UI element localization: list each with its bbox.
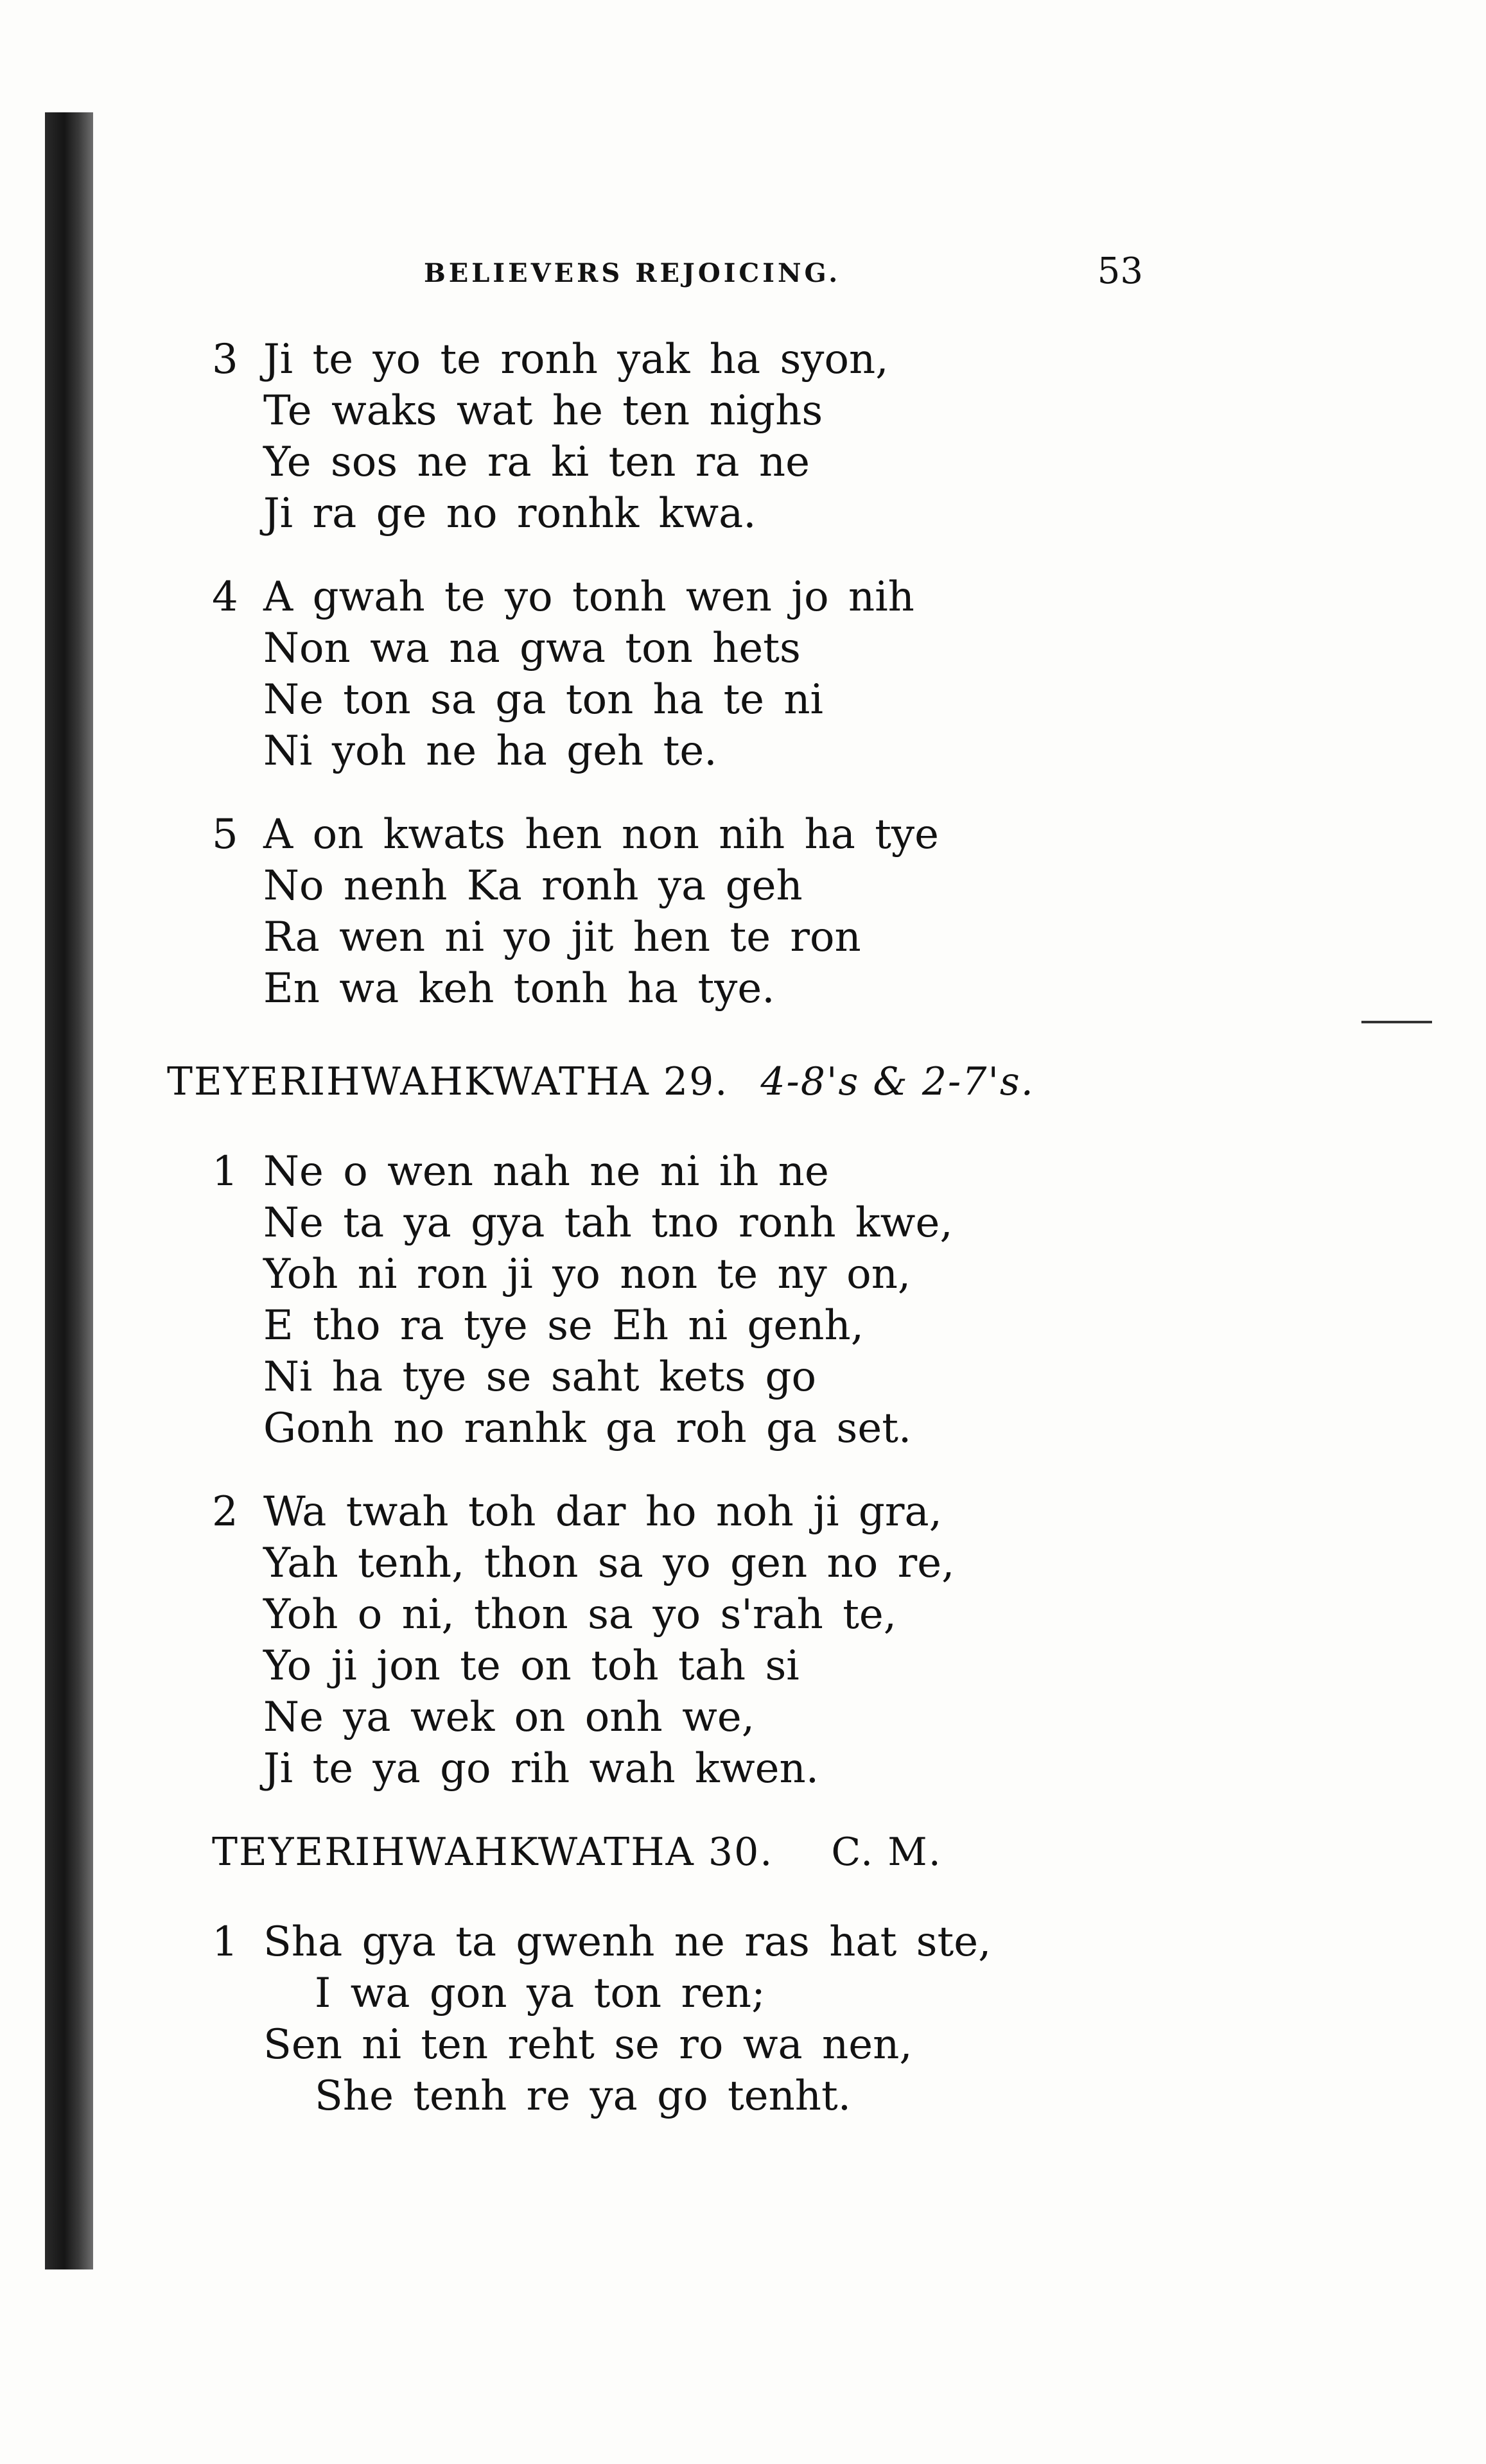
verse-line: Te waks wat he ten nighs: [263, 387, 823, 435]
verse-line: Yo ji jon te on toh tah si: [263, 1642, 800, 1690]
verse-line: Yoh ni ron ji yo non te ny on,: [263, 1251, 911, 1298]
hymn-meter: C. M.: [831, 1830, 942, 1875]
verse-line: I wa gon ya ton ren;: [315, 1970, 765, 2017]
verse-line: E tho ra tye se Eh ni genh,: [263, 1302, 864, 1349]
hymn-heading-30: [212, 1830, 942, 1875]
stanza-number: 4: [212, 573, 238, 621]
verse-line: Gonh no ranhk ga roh ga set.: [263, 1405, 912, 1452]
hymn-title: TEYERIHWAHKWATHA 29.: [167, 1059, 729, 1104]
stanza-number: 5: [212, 811, 238, 858]
verse-line: Ji te ya go rih wah kwen.: [263, 1745, 819, 1792]
verse-line: Ji te yo te ronh yak ha syon,: [263, 336, 889, 383]
stanza-number: 1: [212, 1918, 238, 1966]
page-number: 53: [1097, 250, 1143, 292]
verse-line: Ra wen ni yo jit hen te ron: [263, 914, 861, 961]
verse-line: Ne ton sa ga ton ha te ni: [263, 676, 823, 724]
page-header: [424, 250, 1143, 295]
verse-line: Non wa na gwa ton hets: [263, 625, 801, 672]
verse-line: Wa twah toh dar ho noh ji gra,: [263, 1488, 942, 1536]
hymn-heading-29: [167, 1059, 1035, 1104]
verse-line: Sha gya ta gwenh ne ras hat ste,: [263, 1918, 992, 1966]
stanza-number: 3: [212, 336, 238, 383]
verse-line: Ji ra ge no ronhk kwa.: [263, 490, 756, 537]
stanza-number: 1: [212, 1148, 238, 1195]
verse-line: Ne ta ya gya tah tno ronh kwe,: [263, 1199, 953, 1247]
verse-line: Yoh o ni, thon sa yo s'rah te,: [263, 1591, 897, 1638]
verse-line: Ne o wen nah ne ni ih ne: [263, 1148, 829, 1195]
book-spine-shadow: [45, 112, 93, 2269]
verse-line: Ye sos ne ra ki ten ra ne: [263, 438, 810, 486]
verse-line: She tenh re ya go tenht.: [315, 2072, 852, 2120]
running-head: BELIEVERS REJOICING.: [424, 258, 841, 288]
stanza-number: 2: [212, 1488, 238, 1536]
verse-line: A on kwats hen non nih ha tye: [263, 811, 939, 858]
verse-line: Ni yoh ne ha geh te.: [263, 727, 717, 775]
verse-line: Ne ya wek on onh we,: [263, 1694, 755, 1741]
verse-line: Ni ha tye se saht kets go: [263, 1353, 817, 1401]
verse-line: En wa keh tonh ha tye.: [263, 965, 775, 1012]
hymn-title: TEYERIHWAHKWATHA 30.: [212, 1830, 774, 1875]
margin-rule: [1361, 1021, 1432, 1023]
verse-line: Yah tenh, thon sa yo gen no re,: [263, 1540, 955, 1587]
verse-line: Sen ni ten reht se ro wa nen,: [263, 2021, 913, 2069]
verse-line: A gwah te yo tonh wen jo nih: [263, 573, 914, 621]
verse-line: No nenh Ka ronh ya geh: [263, 862, 803, 910]
hymn-meter: 4-8's & 2-7's.: [760, 1059, 1035, 1104]
